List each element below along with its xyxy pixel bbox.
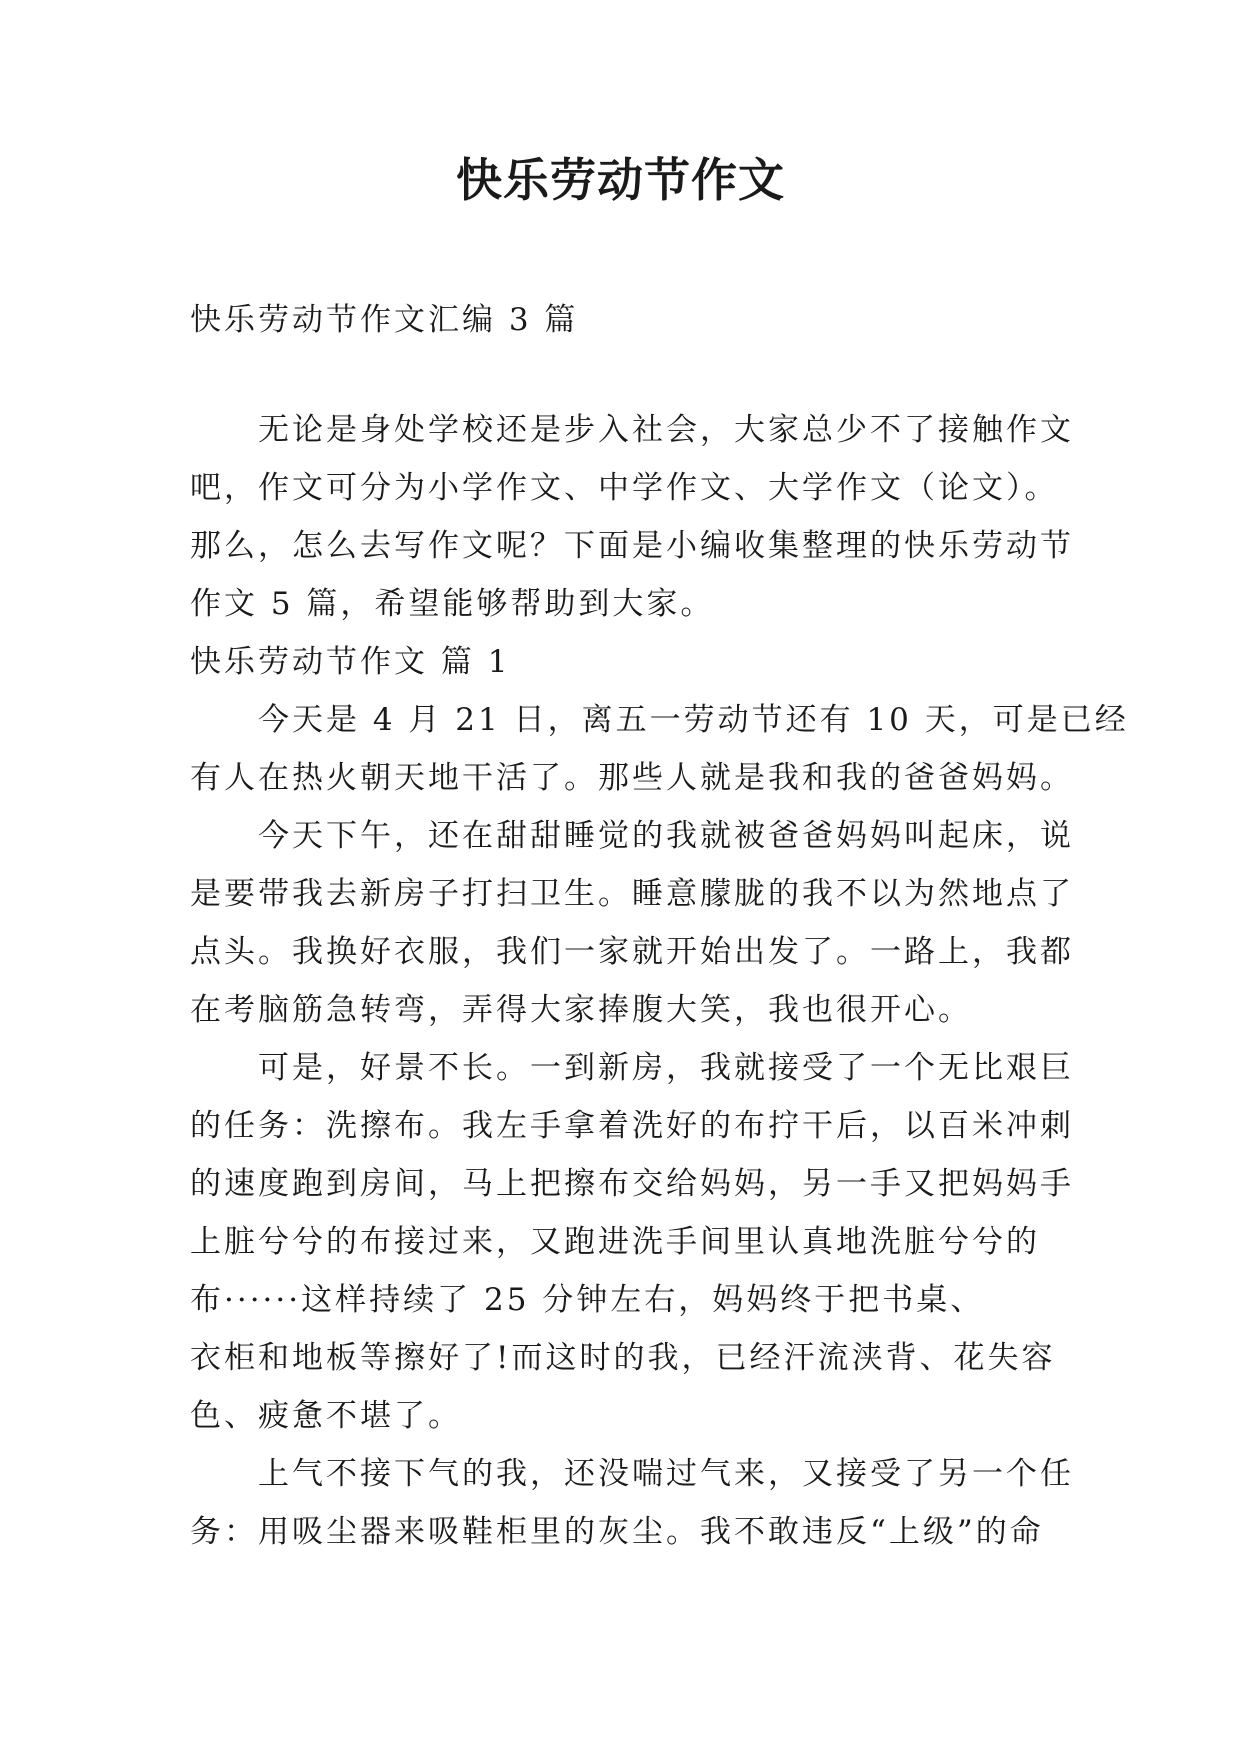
text-line: 吧，作文可分为小学作文、中学作文、大学作文（论文）。 [190,470,1059,506]
text-line: 今天是 4 月 21 日，离五一劳动节还有 10 天，可是已经 [190,702,1129,738]
text-line: 衣柜和地板等擦好了!而这时的我，已经汗流浃背、花失容 [190,1340,1056,1376]
text-line: 务：用吸尘器来吸鞋柜里的灰尘。我不敢违反“上级”的命 [190,1514,1044,1550]
text-line: 上气不接下气的我，还没喘过气来，又接受了另一个任 [190,1456,1074,1492]
document-subtitle: 快乐劳动节作文汇编 3 篇 [190,302,579,338]
text-line: 色、疲惫不堪了。 [190,1398,462,1434]
text-line: 上脏兮兮的布接过来，又跑进洗手间里认真地洗脏兮兮的 [190,1224,1040,1260]
text-line: 那么，怎么去写作文呢？下面是小编收集整理的快乐劳动节 [190,528,1074,564]
text-line: 点头。我换好衣服，我们一家就开始出发了。一路上，我都 [190,934,1074,970]
text-line: 今天下午，还在甜甜睡觉的我就被爸爸妈妈叫起床，说 [190,818,1074,854]
text-line: 的任务：洗擦布。我左手拿着洗好的布拧干后，以百米冲刺 [190,1108,1074,1144]
text-line: 无论是身处学校还是步入社会，大家总少不了接触作文 [190,412,1074,448]
text-line: 的速度跑到房间，马上把擦布交给妈妈，另一手又把妈妈手 [190,1166,1074,1202]
page-title: 快乐劳动节作文 [456,153,785,207]
text-line: 可是，好景不长。一到新房，我就接受了一个无比艰巨 [190,1050,1074,1086]
text-line: 是要带我去新房子打扫卫生。睡意朦胧的我不以为然地点了 [190,876,1074,912]
text-line: 作文 5 篇，希望能够帮助到大家。 [190,586,715,622]
text-line: 在考脑筋急转弯，弄得大家捧腹大笑，我也很开心。 [190,992,972,1028]
section-heading: 快乐劳动节作文 篇 1 [190,644,511,680]
text-line: 有人在热火朝天地干活了。那些人就是我和我的爸爸妈妈。 [190,760,1074,796]
text-line: 布······这样持续了 25 分钟左右，妈妈终于把书桌、 [190,1282,985,1318]
